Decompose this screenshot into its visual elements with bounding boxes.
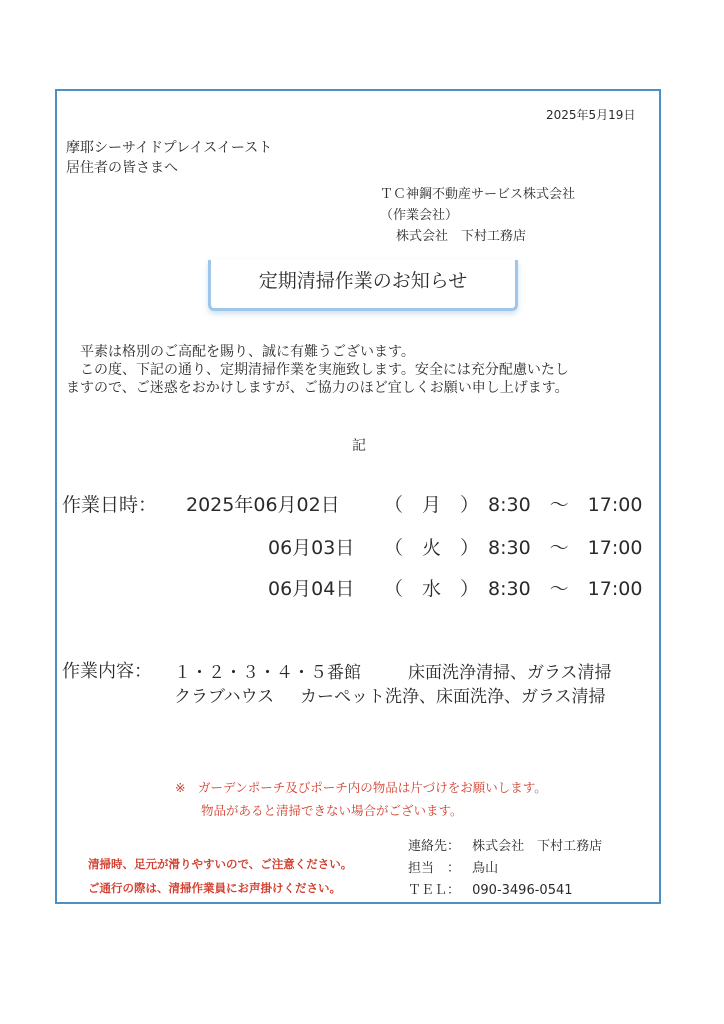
schedule-date-1: 2025年06月02日 bbox=[186, 494, 340, 516]
ki-heading: 記 bbox=[352, 438, 366, 454]
contact-company-row bbox=[408, 836, 602, 858]
phone-label: ＴＥＬ： bbox=[408, 883, 461, 898]
warning-line-1: 清掃時、足元が滑りやすいので、ご注意ください。 bbox=[88, 857, 353, 871]
schedule-label: 作業日時： bbox=[62, 494, 158, 516]
contact-phone-row bbox=[408, 880, 602, 902]
schedule-time-2: 8:30 ～ 17:00 bbox=[488, 537, 643, 559]
work-label: 作業内容： bbox=[62, 661, 152, 682]
person-label: 担当 ： bbox=[408, 861, 461, 876]
sender-contractor: 株式会社 下村工務店 bbox=[396, 229, 527, 244]
sender-company: ＴＣ神鋼不動産サービス株式会社 bbox=[380, 187, 576, 202]
recipient-building: 摩耶シーサイドプレイスイースト bbox=[66, 140, 273, 156]
work-tasks-2: カーペット洗浄、床面洗浄、ガラス清掃 bbox=[300, 687, 606, 707]
body-line-1: 平素は格別のご高配を賜り、誠に有難うございます。 bbox=[66, 344, 415, 360]
sender-role: （作業会社） bbox=[380, 208, 459, 223]
schedule-date-2: 06月03日 bbox=[268, 537, 355, 559]
body-line-2: この度、下記の通り、定期清掃作業を実施致します。安全には充分配慮いたし bbox=[66, 362, 569, 378]
items-notice bbox=[175, 776, 547, 822]
note-line-2: 物品があると清掃できない場合がございます。 bbox=[201, 803, 463, 818]
recipient-block bbox=[66, 138, 272, 178]
contact-phone: 090-3496-0541 bbox=[472, 883, 573, 898]
sender-block bbox=[380, 184, 575, 247]
schedule-dow-2: （ 火 ） bbox=[384, 537, 480, 559]
contact-block bbox=[408, 836, 602, 902]
schedule-time-1: 8:30 ～ 17:00 bbox=[488, 494, 643, 516]
work-place-2: クラブハウス bbox=[174, 687, 275, 707]
work-tasks-1: 床面洗浄清掃、ガラス清掃 bbox=[408, 663, 612, 683]
schedule-dow-3: （ 水 ） bbox=[384, 578, 480, 600]
recipient-residents: 居住者の皆さまへ bbox=[66, 160, 178, 176]
warning-line-2: ご通行の際は、清掃作業員にお声掛けください。 bbox=[88, 881, 341, 895]
contact-company: 株式会社 下村工務店 bbox=[472, 839, 603, 854]
notice-title: 定期清掃作業のお知らせ bbox=[258, 270, 468, 292]
contact-person-row bbox=[408, 858, 602, 880]
body-line-3: ますので、ご迷惑をおかけしますが、ご協力のほど宜しくお願い申し上げます。 bbox=[66, 380, 569, 396]
contact-label: 連絡先： bbox=[408, 839, 461, 854]
work-place-1: １・２・３・４・５番館 bbox=[174, 663, 361, 683]
note-line-1: ※ ガーデンポーチ及びポーチ内の物品は片づけをお願いします。 bbox=[175, 780, 547, 795]
schedule-time-3: 8:30 ～ 17:00 bbox=[488, 578, 643, 600]
contact-person: 鳥山 bbox=[472, 861, 499, 876]
greeting-paragraph bbox=[66, 343, 569, 397]
safety-warning bbox=[88, 852, 352, 900]
notice-date: 2025年5月19日 bbox=[546, 108, 636, 122]
schedule-dow-1: （ 月 ） bbox=[384, 494, 480, 516]
schedule-date-3: 06月04日 bbox=[268, 578, 355, 600]
